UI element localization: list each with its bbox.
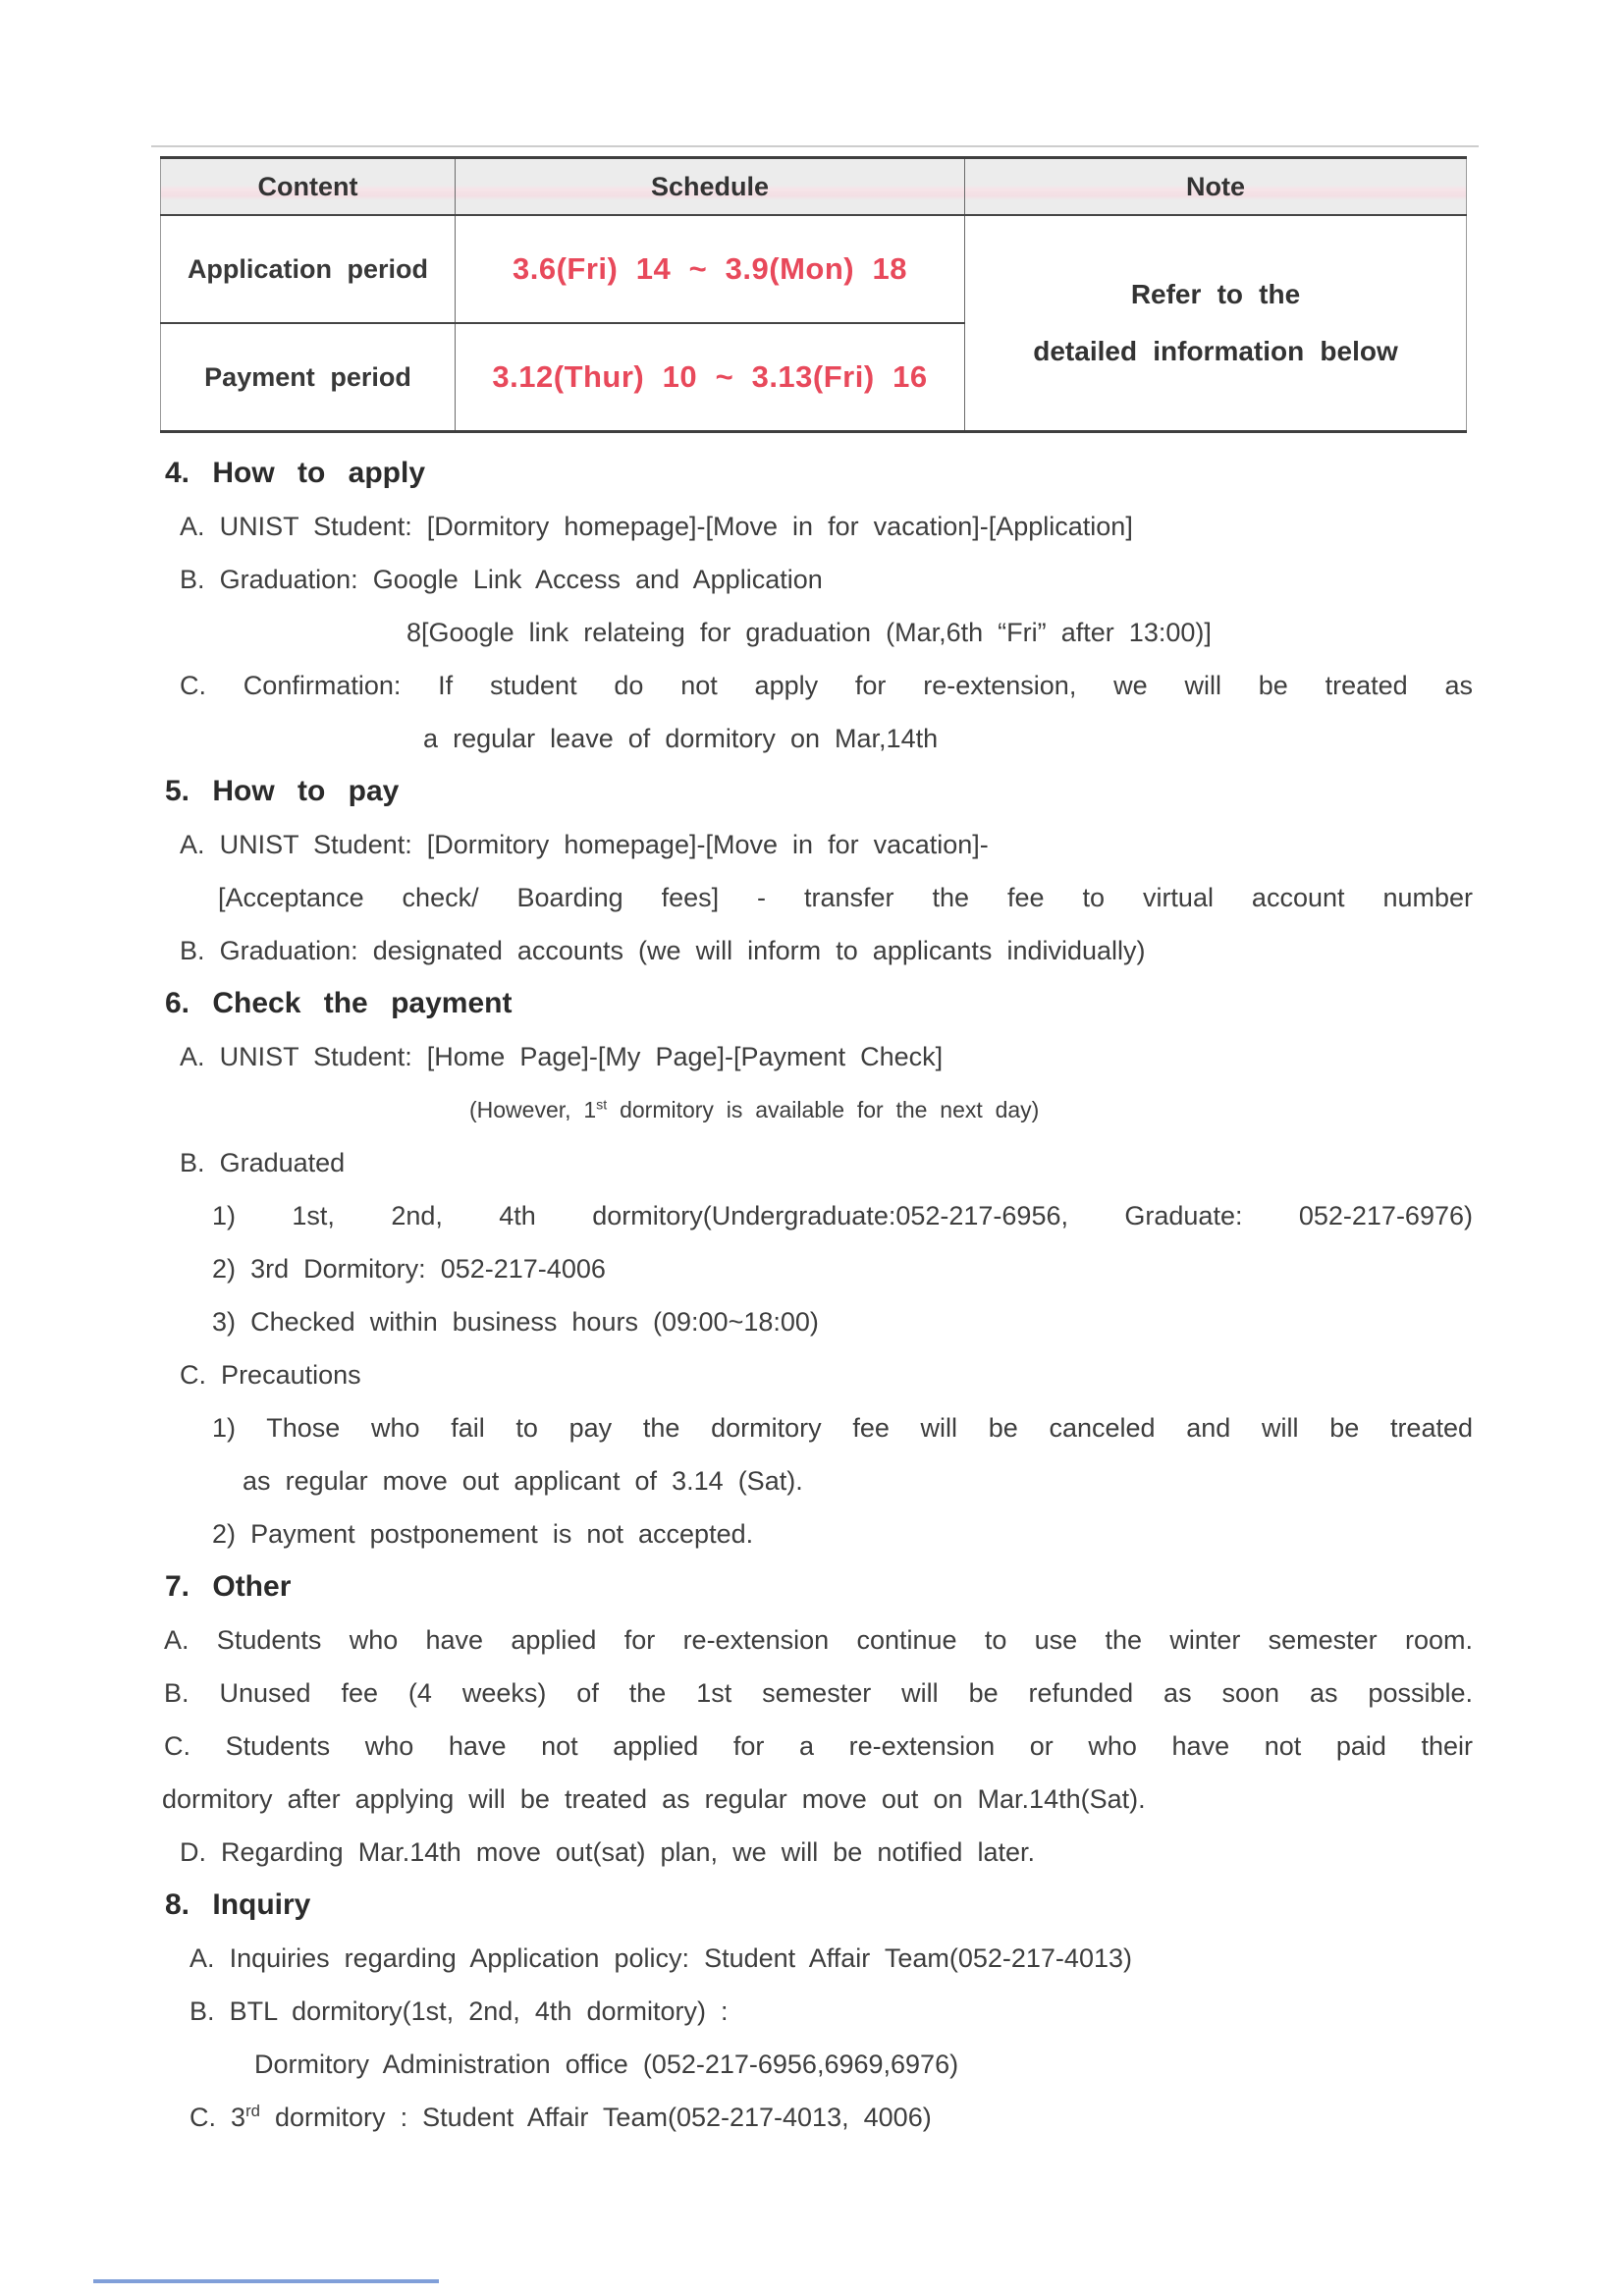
note-line: Refer to the [1130, 279, 1301, 309]
scan-artifact-blue-line [93, 2279, 439, 2283]
line-check-c2: 2) Payment postponement is not accepted. [212, 1519, 754, 1549]
row-schedule-application-period: 3.6(Fri) 14 ~ 3.9(Mon) 18 [456, 215, 965, 323]
line-other-a: A. Students who have applied for re-extension continue to use the winter semester room. [164, 1625, 1473, 1655]
line-pay-a: A. UNIST Student: [Dormitory homepage]-[Move in for vacation]- [180, 830, 989, 859]
inquiry-c-suffix: dormitory : Student Affair Team(052-217-4013, 4006) [259, 2103, 932, 2132]
schedule-table [160, 156, 1467, 433]
line-inquiry-a: A. Inquiries regarding Application policy: Student Affair Team(052-217-4013) [189, 1943, 1132, 1973]
line-check-c: C. Precautions [180, 1360, 361, 1390]
note-line: detailed information below [1033, 336, 1398, 366]
line-check-b3: 3) Checked within business hours (09:00~18:00) [212, 1307, 819, 1337]
line-apply-b: B. Graduation: Google Link Access and Application [180, 565, 823, 594]
section-heading-inquiry: 8. Inquiry [165, 1888, 311, 1921]
however-text-prefix: (However, 1 [469, 1097, 597, 1122]
section-heading-how-to-apply: 4. How to apply [165, 457, 426, 489]
line-pay-a-cont: [Acceptance check/ Boarding fees] - transfer the fee to virtual account number [218, 883, 1473, 912]
line-other-c-cont: dormitory after applying will be treated as regular move out on Mar.14th(Sat). [162, 1784, 1146, 1814]
line-apply-b-sub: 8[Google link relateing for graduation (Mar,6th “Fri” after 13:00)] [406, 618, 1212, 647]
section-heading-check-the-payment: 6. Check the payment [165, 987, 513, 1019]
inquiry-c-superscript: rd [245, 2102, 260, 2120]
table-row [161, 215, 1467, 323]
table-header-note: Note [965, 158, 1467, 216]
line-apply-c: C. Confirmation: If student do not apply for re-extension, we will be treated as [180, 671, 1473, 700]
line-check-b1: 1) 1st, 2nd, 4th dormitory(Undergraduate:052-217-6956, Graduate: 052-217-6976) [212, 1201, 1473, 1230]
line-other-d: D. Regarding Mar.14th move out(sat) plan, we will be notified later. [180, 1837, 1036, 1867]
row-label-payment-period: Payment period [161, 323, 456, 432]
sections-content [157, 447, 1473, 2144]
line-check-however [157, 1083, 1473, 1136]
note-cell [965, 215, 1467, 432]
line-other-b: B. Unused fee (4 weeks) of the 1st semester will be refunded as soon as possible. [164, 1678, 1473, 1708]
section-heading-how-to-pay: 5. How to pay [165, 775, 400, 807]
line-apply-a: A. UNIST Student: [Dormitory homepage]-[Move in for vacation]-[Application] [180, 512, 1133, 541]
however-text-suffix: dormitory is available for the next day) [607, 1097, 1040, 1122]
line-check-b: B. Graduated [180, 1148, 346, 1177]
line-inquiry-b-sub: Dormitory Administration office (052-217-6956,6969,6976) [254, 2050, 959, 2079]
line-check-c1: 1) Those who fail to pay the dormitory fee will be canceled and will be treated [212, 1413, 1473, 1443]
inquiry-c-prefix: C. 3 [189, 2103, 246, 2132]
line-other-c: C. Students who have not applied for a re-extension or who have not paid their [164, 1731, 1473, 1761]
table-header-content: Content [161, 158, 456, 216]
table-header-row [161, 158, 1467, 216]
line-check-c1-cont: as regular move out applicant of 3.14 (Sat). [243, 1466, 803, 1496]
line-inquiry-c [157, 2091, 1473, 2144]
line-check-b2: 2) 3rd Dormitory: 052-217-4006 [212, 1254, 606, 1284]
line-pay-b: B. Graduation: designated accounts (we will inform to applicants individually) [180, 936, 1146, 965]
line-check-a: A. UNIST Student: [Home Page]-[My Page]-[Payment Check] [180, 1042, 944, 1071]
scan-artifact-hairline [151, 145, 1479, 147]
section-heading-other: 7. Other [165, 1570, 292, 1603]
line-apply-c-cont: a regular leave of dormitory on Mar,14th [423, 724, 939, 753]
row-label-application-period: Application period [161, 215, 456, 323]
row-schedule-payment-period: 3.12(Thur) 10 ~ 3.13(Fri) 16 [456, 323, 965, 432]
line-inquiry-b: B. BTL dormitory(1st, 2nd, 4th dormitory) : [189, 1996, 729, 2026]
however-superscript: st [596, 1097, 608, 1114]
table-header-schedule: Schedule [456, 158, 965, 216]
